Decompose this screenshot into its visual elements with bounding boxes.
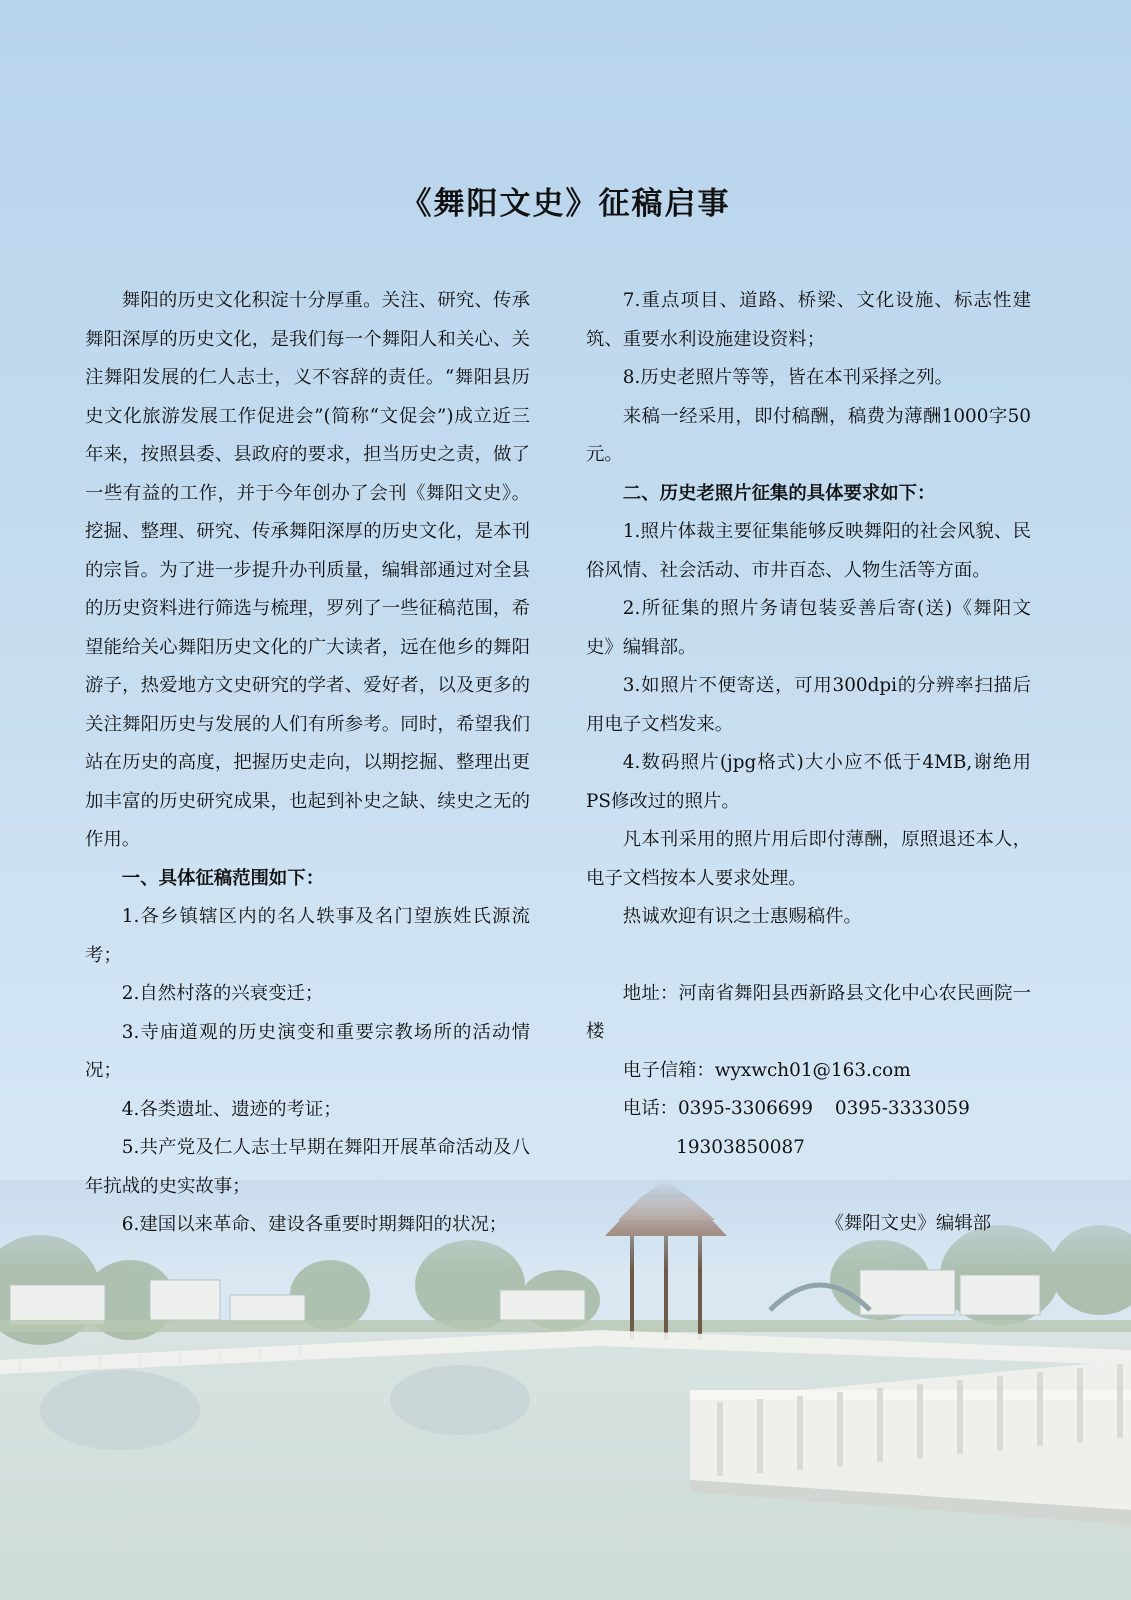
scope-item-6: 6.建国以来革命、建设各重要时期舞阳的状况； [121, 1214, 508, 1235]
scope-item-1: 1.各乡镇辖区内的名人轶事及名门望族姓氏源流考； [85, 906, 530, 966]
scope-item-2: 2.自然村落的兴衰变迁； [121, 983, 324, 1004]
contact-email: 电子信箱：wyxwch01@163.com [622, 1059, 911, 1081]
spacer [586, 1167, 1031, 1205]
photo-req-1: 1.照片体裁主要征集能够反映舞阳的社会风貌、民俗风情、社会活动、市井百态、人物生活等方面。 [586, 521, 1031, 581]
phone-number-1: 0395-3306699 [677, 1098, 813, 1119]
spacer [586, 937, 1031, 975]
scope-item-7: 7.重点项目、道路、桥梁、文化设施、标志性建筑、重要水利设施建设资料； [586, 290, 1031, 350]
left-column [85, 282, 530, 1245]
scope-item-3: 3.寺庙道观的历史演变和重要宗教场所的活动情况； [85, 1021, 530, 1081]
scope-item-4: 4.各类遗址、遗迹的考证； [121, 1098, 342, 1120]
scope-item-8: 8.历史老照片等等，皆在本刊采择之列。 [622, 367, 953, 388]
contact-phone-line2 [586, 1129, 1031, 1168]
payment-note: 来稿一经采用，即付稿酬，稿费为薄酬1000字50元。 [586, 405, 1031, 465]
welcome-note: 热诚欢迎有识之士惠赐稿件。 [622, 906, 862, 927]
photo-req-3: 3.如照片不便寄送，可用300dpi的分辨率扫描后用电子文档发来。 [586, 675, 1031, 735]
phone-number-3: 19303850087 [676, 1136, 805, 1158]
editorial-signature: 《舞阳文史》编辑部 [825, 1213, 991, 1234]
photo-req-4: 4.数码照片(jpg格式)大小应不低于4MB,谢绝用PS修改过的照片。 [586, 752, 1031, 812]
scope-item-5: 5.共产党及仁人志士早期在舞阳开展革命活动及八年抗战的史实故事； [85, 1137, 530, 1197]
phone-label: 电话： [622, 1098, 678, 1119]
page-title: 《舞阳文史》征稿启事 [400, 186, 731, 222]
right-column [586, 282, 1031, 1244]
photo-req-2: 2.所征集的照片务请包装妥善后寄(送)《舞阳文史》编辑部。 [586, 598, 1031, 658]
phone-number-2: 0395-3333059 [834, 1098, 970, 1119]
contact-address: 地址：河南省舞阳县西新路县文化中心农民画院一楼 [586, 982, 1031, 1042]
section-heading-photos: 二、历史老照片征集的具体要求如下： [622, 482, 936, 504]
photo-payment-note: 凡本刊采用的照片用后即付薄酬，原照退还本人，电子文档按本人要求处理。 [586, 829, 1031, 889]
section-heading-scope: 一、具体征稿范围如下： [121, 867, 325, 889]
intro-paragraph: 舞阳的历史文化积淀十分厚重。关注、研究、传承舞阳深厚的历史文化，是我们每一个舞阳人和关心、关注舞阳发展的仁人志士，义不容辞的责任。“舞阳县历史文化旅游发展工作促进会”(简称“文促会”)成立近三年来，按照县委、县政府的要求，担当历史之责，做了一些有益的工作，并于今年创办了会刊《舞阳文史》。挖掘、整理、研究、传承舞阳深厚的历史文化，是本刊的宗旨。为了进一步提升办刊质量，编辑部通过对全县的历史资料进行筛选与梳理，罗列了一些征稿范围，希望能给关心舞阳历史文化的广大读者，远在他乡的舞阳游子，热爱地方文史研究的学者、爱好者，以及更多的关注舞阳历史与发展的人们有所参考。同时，希望我们站在历史的高度，把握历史走向，以期挖掘、整理出更加丰富的历史研究成果，也起到补史之缺、续史之无的作用。 [85, 290, 530, 850]
contact-phone [586, 1090, 1031, 1129]
